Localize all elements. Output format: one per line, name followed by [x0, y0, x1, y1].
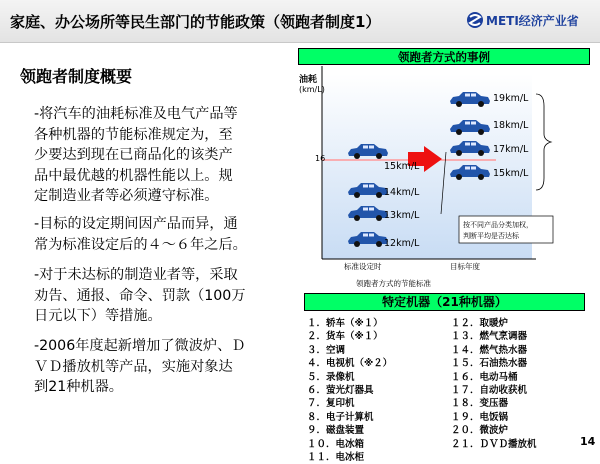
x-end-label: 目标年度 [450, 262, 480, 271]
page-number: 14 [580, 435, 596, 448]
car-value: 15km/L [384, 161, 420, 172]
y-axis-unit: (km/L) [299, 85, 325, 94]
paragraph-line: 到21种机器。 [34, 379, 123, 395]
car-value: 15km/L [493, 168, 529, 179]
list-item: １０．电冰箱 [307, 438, 365, 450]
list-item: １７．自动收获机 [451, 385, 528, 397]
list-item: ３．空调 [307, 344, 346, 356]
list-item: ２１．ＤＶＤ播放机 [451, 438, 537, 450]
example-banner: 领跑者方式的事例 [298, 48, 590, 65]
slide-title: 家庭、办公场所等民生部门的节能政策（领跑者制度1） [10, 13, 381, 31]
car-value: 14km/L [384, 187, 420, 198]
list-item: １９．电饭锅 [451, 411, 509, 423]
title-bar [0, 0, 600, 43]
diagram-caption: 领跑者方式的节能标准 [356, 279, 431, 288]
list-item: １５．石油热水器 [451, 358, 528, 370]
machine-list-right [451, 317, 537, 451]
list-item: ２０．微波炉 [451, 425, 509, 437]
paragraph-line: -对于未达标的制造业者等，采取 [34, 267, 238, 283]
list-item: １８．变压器 [451, 398, 509, 410]
paragraph-2 [34, 214, 296, 255]
paragraph-line: ＶＤ播放机等产品，实施对象达 [34, 358, 233, 375]
car-value: 13km/L [384, 210, 420, 221]
y-axis-label: 油耗 [299, 75, 318, 85]
list-item: ６．萤光灯器具 [307, 385, 374, 397]
list-item: １４．燃气热水器 [451, 344, 528, 356]
paragraph-line: -2006年度起新增加了微波炉、Ｄ [34, 338, 246, 354]
paragraph-3 [34, 265, 296, 327]
group-brace [536, 94, 551, 190]
list-item: １３．燃气烹调器 [451, 331, 528, 343]
list-item: ５．录像机 [307, 371, 355, 383]
machines-banner: 特定机器（21种机器） [304, 293, 585, 311]
list-item: １１．电冰柜 [307, 452, 365, 464]
x-start-label: 标准设定时 [344, 262, 382, 271]
paragraph-line: -目标的设定期间因产品而异，通 [34, 216, 238, 232]
machine-list-left [307, 317, 392, 464]
meti-logo-icon [466, 11, 484, 29]
list-item: ２．货车（※１） [307, 331, 383, 343]
paragraph-line: 日元以下）等措施。 [34, 308, 162, 324]
list-item: １２．取暖炉 [451, 318, 509, 329]
paragraph-line: 劝告、通报、命令、罚款（100万 [34, 287, 246, 304]
paragraph-line: 定制造业者等必须遵守标准。 [34, 188, 219, 204]
section-subtitle: 领跑者制度概要 [20, 67, 133, 86]
meti-logo [466, 10, 594, 32]
paragraph-line: -将汽车的油耗标准及电气产品等 [34, 106, 238, 122]
list-item: ７．复印机 [307, 398, 355, 410]
brand-text: METI经济产业省 [486, 14, 579, 28]
paragraph-line: 品中最优越的机器性能以上。规 [34, 167, 233, 184]
paragraph-line: 常为标准设定后的４～６年之后。 [34, 236, 247, 253]
car-value: 19km/L [493, 93, 529, 104]
paragraph-1 [34, 104, 296, 207]
note-text-line1: 按不同产品分类加权， [463, 221, 533, 229]
top-runner-diagram [296, 66, 600, 291]
note-text-line2: 判断平均是否达标 [463, 232, 519, 240]
car-value: 17km/L [493, 144, 529, 155]
diagram-graphic [296, 66, 600, 291]
list-item: １．轿车（※１） [307, 318, 383, 329]
paragraph-line: 各种机器的节能标准规定为，至 [34, 126, 233, 143]
paragraph-4 [34, 336, 296, 398]
list-item: １６．电动马桶 [451, 371, 518, 383]
list-item: ９．磁盘装置 [307, 425, 365, 437]
threshold-label: 16 [315, 154, 326, 163]
list-item: ４．电视机（※２） [307, 358, 393, 370]
car-value: 18km/L [493, 120, 529, 131]
car-value: 12km/L [384, 238, 420, 249]
paragraph-line: 少要达到现在已商品化的该类产 [34, 147, 233, 163]
list-item: ８．电子计算机 [307, 411, 374, 423]
